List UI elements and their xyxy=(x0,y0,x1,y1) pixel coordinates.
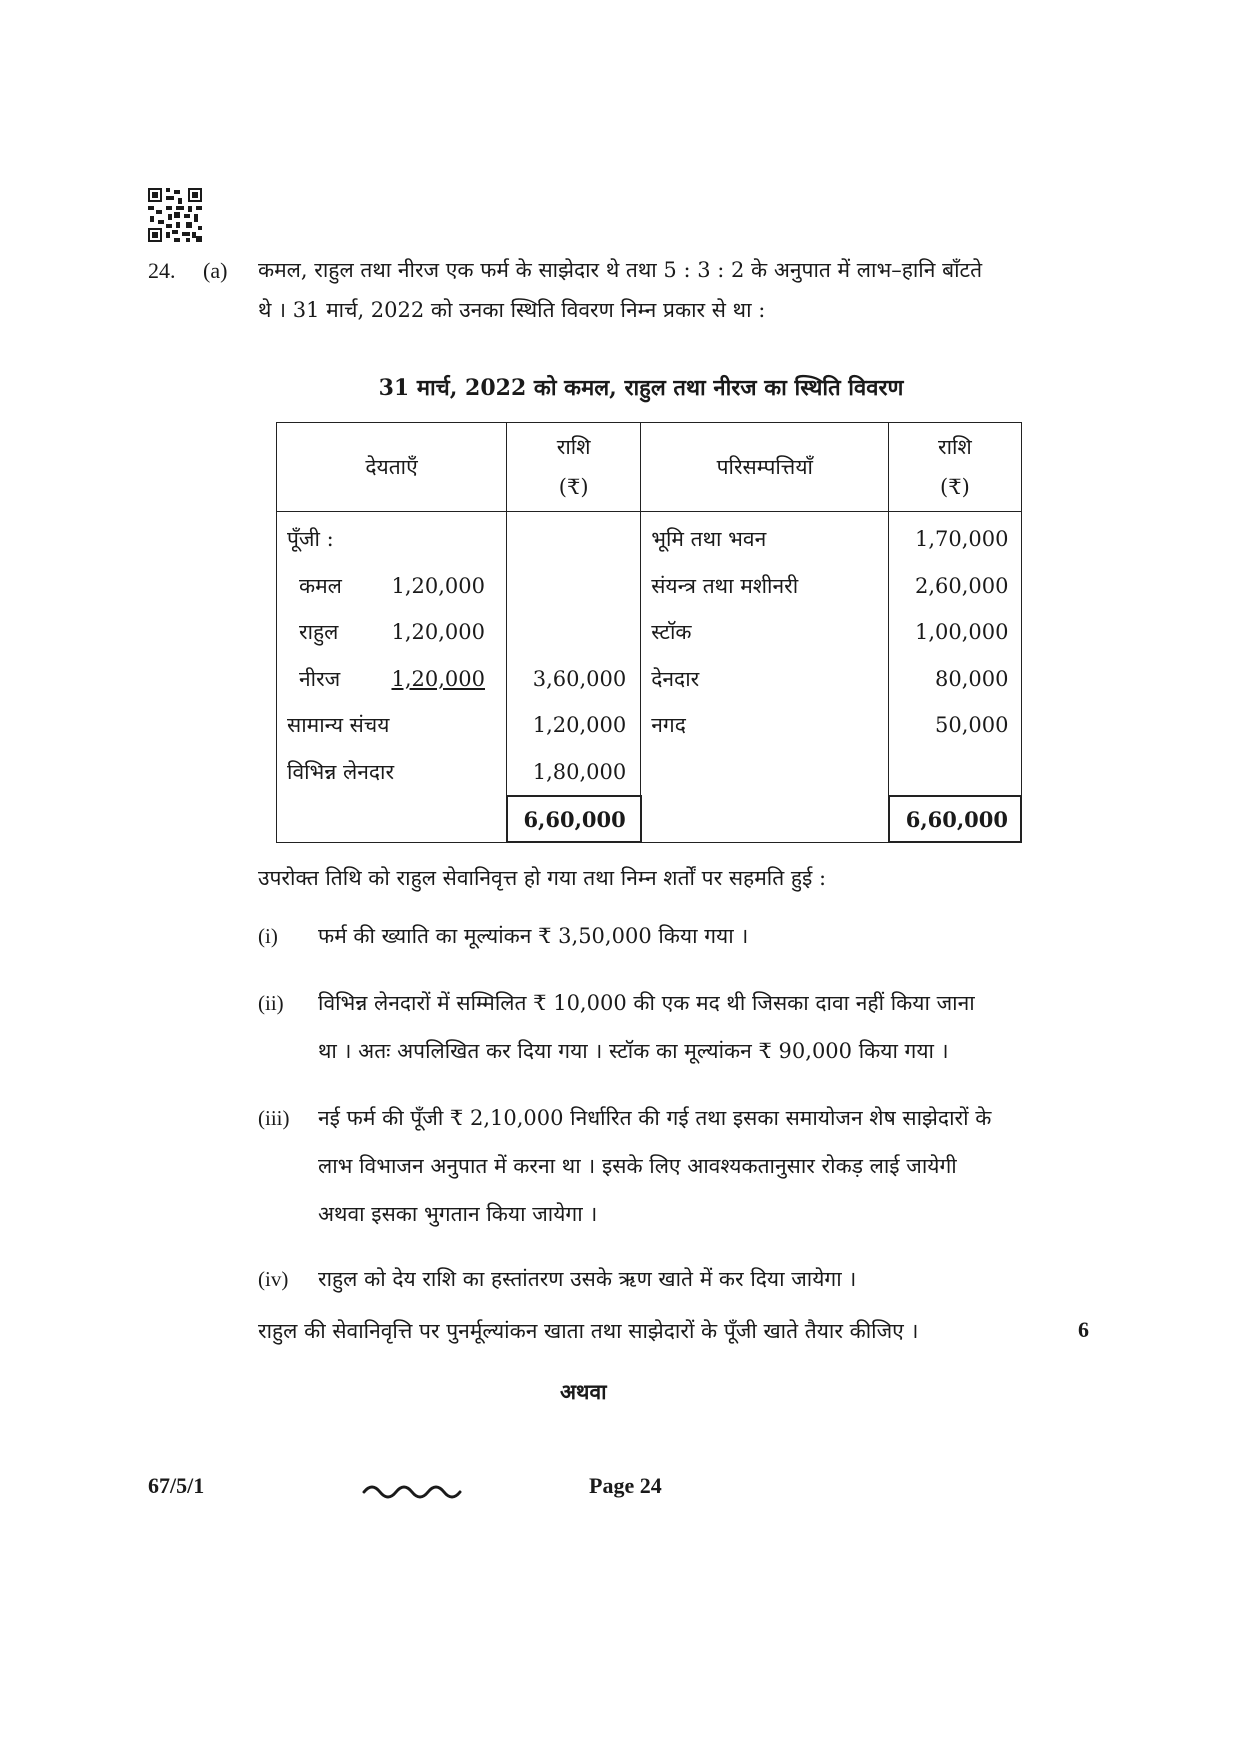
table-row xyxy=(277,656,1022,703)
condition-item xyxy=(258,1094,1048,1238)
asset-label: देनदार xyxy=(641,656,889,703)
paper-code: 67/5/1 xyxy=(148,1473,205,1498)
liability-amount: 1,80,000 xyxy=(507,749,641,797)
partner-name: राहुल xyxy=(299,620,339,645)
condition-number: (iii) xyxy=(258,1106,290,1130)
condition-text: नई फर्म की पूँजी ₹ 2,10,000 निर्धारित की गई तथा इसका समायोजन शेष साझेदारों के लाभ विभाजन अनुपात में करना था । इसके लिए आवश्यकतानुसार रोकड़ लाई जायेगी अथवा इसका भुगतान किया जायेगा । xyxy=(318,1106,992,1226)
liability-label: विभिन्न लेनदार xyxy=(277,749,507,797)
page-number: Page 24 xyxy=(589,1473,662,1498)
table-row xyxy=(277,749,1022,797)
table-row xyxy=(277,702,1022,749)
partner-capital: 1,20,000 xyxy=(391,573,485,598)
condition-number: (iv) xyxy=(258,1267,289,1291)
asset-label: नगद xyxy=(641,702,889,749)
capital-label: पूँजी : xyxy=(277,512,507,563)
marks: 6 xyxy=(1078,1317,1089,1342)
table-header-row xyxy=(277,423,1022,512)
question-part: (a) xyxy=(203,258,228,283)
wave-decoration-icon xyxy=(362,1480,470,1502)
table-row xyxy=(277,609,1022,656)
condition-text: राहुल को देय राशि का हस्तांतरण उसके ऋण खाते में कर दिया जायेगा । xyxy=(318,1267,857,1291)
total-liabilities: 6,60,000 xyxy=(507,796,641,842)
conditions-intro: उपरोक्त तिथि को राहुल सेवानिवृत्त हो गया तथा निम्न शर्तों पर सहमति हुई : xyxy=(258,866,827,890)
table-row xyxy=(277,512,1022,563)
intro-line-1: कमल, राहुल तथा नीरज एक फर्म के साझेदार थे तथा 5 : 3 : 2 के अनुपात में लाभ–हानि बाँटते xyxy=(258,258,983,282)
intro-line-2: थे । 31 मार्च, 2022 को उनका स्थिति विवरण निम्न प्रकार से था : xyxy=(258,298,766,322)
liabilities-amount-header: राशि (₹) xyxy=(507,423,641,512)
balance-sheet-title: 31 मार्च, 2022 को कमल, राहुल तथा नीरज का स्थिति विवरण xyxy=(378,375,904,401)
assets-header: परिसम्पत्तियाँ xyxy=(641,423,889,512)
partner-name: कमल xyxy=(299,573,342,598)
liability-amount: 1,20,000 xyxy=(507,702,641,749)
or-separator: अथवा xyxy=(560,1379,607,1404)
asset-label: स्टॉक xyxy=(641,609,889,656)
condition-text: फर्म की ख्याति का मूल्यांकन ₹ 3,50,000 किया गया । xyxy=(318,924,749,948)
asset-label: भूमि तथा भवन xyxy=(641,512,889,563)
partner-name: नीरज xyxy=(299,666,341,691)
condition-item xyxy=(258,1255,1048,1303)
qr-code xyxy=(148,188,202,242)
partner-capital: 1,20,000 xyxy=(391,666,485,691)
assets-amount-header: राशि (₹) xyxy=(889,423,1021,512)
instruction-text: राहुल की सेवानिवृत्ति पर पुनर्मूल्यांकन खाता तथा साझेदारों के पूँजी खाते तैयार कीजिए । xyxy=(258,1319,919,1343)
condition-number: (i) xyxy=(258,924,278,948)
total-assets: 6,60,000 xyxy=(889,796,1021,842)
asset-label: संयन्त्र तथा मशीनरी xyxy=(641,563,889,610)
partner-capital: 1,20,000 xyxy=(391,620,485,645)
condition-number: (ii) xyxy=(258,991,284,1015)
asset-amount: 80,000 xyxy=(889,656,1021,703)
capital-total: 3,60,000 xyxy=(507,656,641,703)
question-intro xyxy=(258,254,1048,326)
question-number: 24. xyxy=(148,258,176,283)
asset-amount: 1,00,000 xyxy=(889,609,1021,656)
asset-amount: 1,70,000 xyxy=(889,512,1021,563)
asset-amount: 2,60,000 xyxy=(889,563,1021,610)
condition-text: विभिन्न लेनदारों में सम्मिलित ₹ 10,000 की एक मद थी जिसका दावा नहीं किया जाना था । अतः अपलिखित कर दिया गया । स्टॉक का मूल्यांकन ₹ 90,000 किया गया । xyxy=(318,991,975,1063)
asset-amount: 50,000 xyxy=(889,702,1021,749)
table-row xyxy=(277,563,1022,610)
balance-sheet-table xyxy=(276,422,1022,843)
liabilities-header: देयताएँ xyxy=(277,423,507,512)
total-row xyxy=(277,796,1022,842)
condition-item xyxy=(258,912,1048,960)
liability-label: सामान्य संचय xyxy=(277,702,507,749)
condition-item xyxy=(258,979,1048,1075)
